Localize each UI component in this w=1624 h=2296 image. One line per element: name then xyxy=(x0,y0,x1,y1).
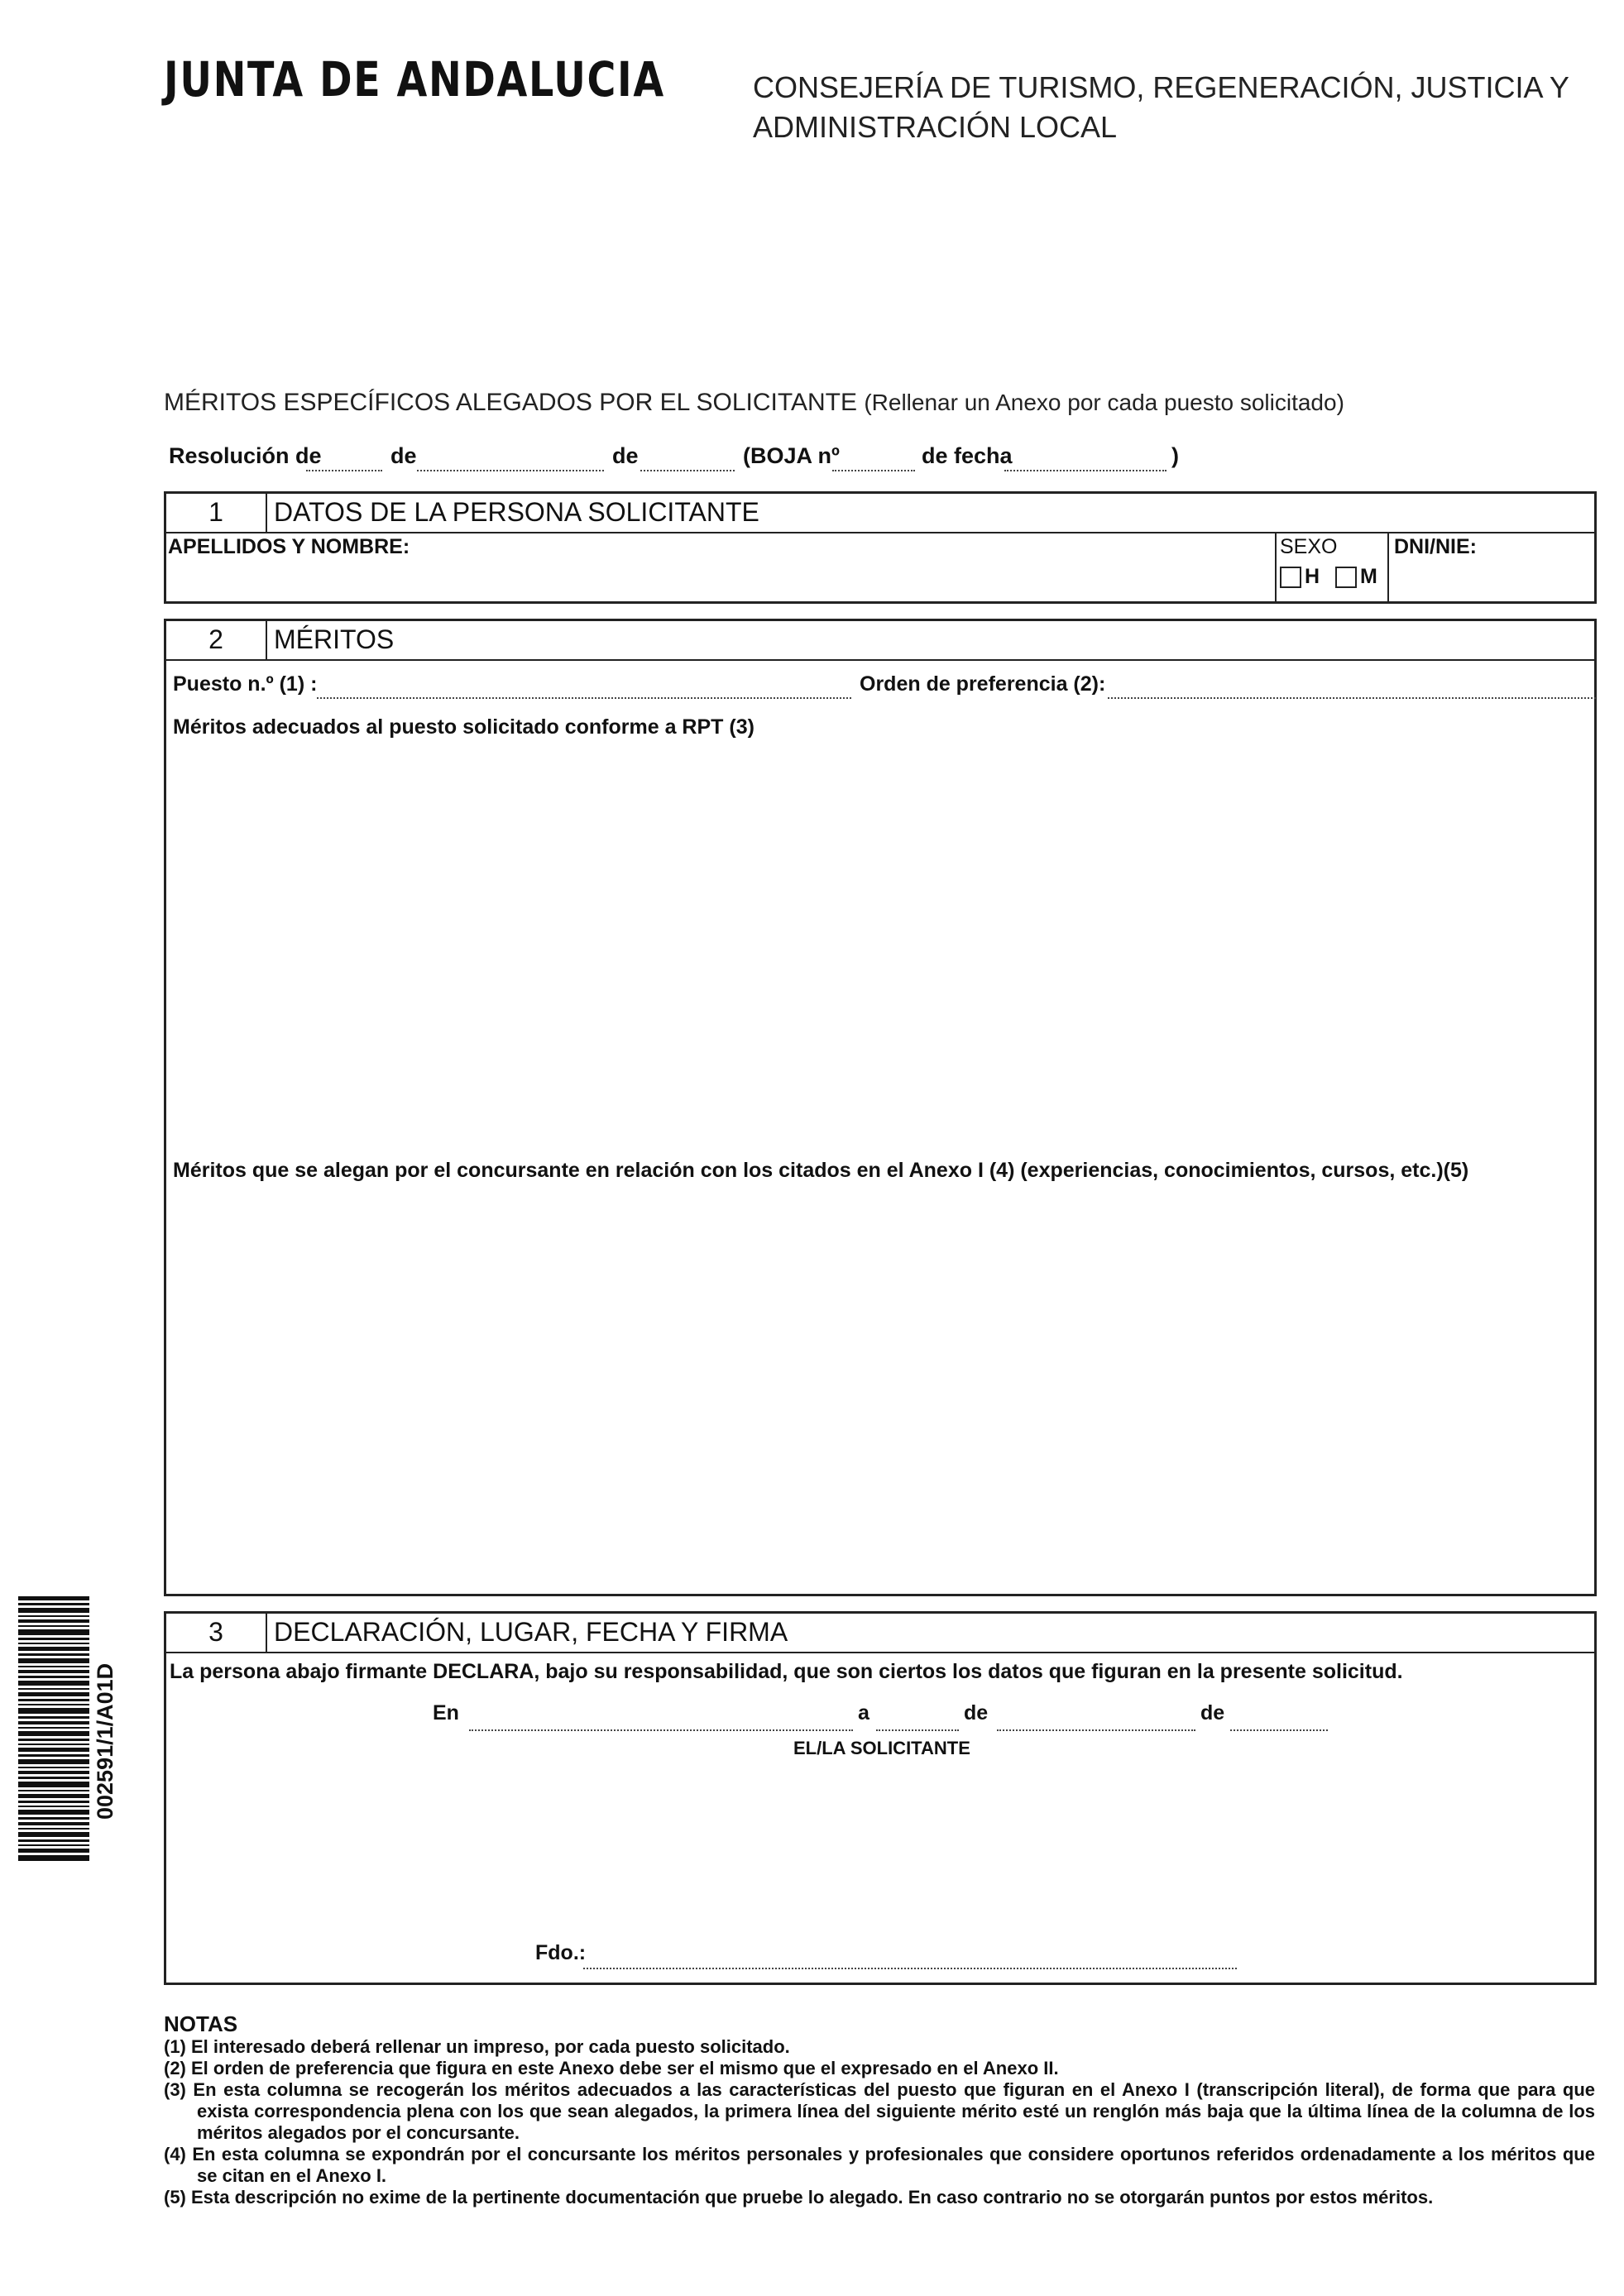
resolution-year-field[interactable] xyxy=(640,470,735,471)
meritos-alegados-label: Méritos que se alegan por el concursante en relación con los citados en el Anexo I (4) (experiencias, conocimientos, cursos, etc.)(5) xyxy=(173,1159,1469,1182)
barcode-graphic xyxy=(18,1596,89,1861)
note-2: (2) El orden de preferencia que figura en este Anexo debe ser el mismo que el expresado en el Anexo II. xyxy=(164,2058,1059,2078)
sexo-m-checkbox[interactable] xyxy=(1335,567,1357,588)
de-label-1: de xyxy=(964,1701,989,1724)
notes-section xyxy=(164,2011,1595,2208)
consejeria-line-2: ADMINISTRACIÓN LOCAL xyxy=(753,110,1118,144)
resolution-de-2: de xyxy=(612,443,639,468)
section-3-number: 3 xyxy=(166,1614,267,1652)
en-label: En xyxy=(433,1701,459,1724)
sexo-label: SEXO xyxy=(1280,535,1338,558)
form-title xyxy=(164,389,1344,417)
month-field[interactable] xyxy=(997,1729,1195,1731)
sexo-h-checkbox[interactable] xyxy=(1280,567,1301,588)
de-label-2: de xyxy=(1200,1701,1225,1724)
note-4: (4) En esta columna se expondrán por el concursante los méritos personales y profesionales que considere oportunos referidos ordenadamente a los méritos que se citan en el Anexo I. xyxy=(164,2144,1595,2186)
note-5: (5) Esta descripción no exime de la pertinente documentación que pruebe lo alegado. En caso contrario no se otorgarán puntos por estos méritos. xyxy=(164,2187,1434,2208)
fdo-label: Fdo.: xyxy=(535,1941,587,1964)
resolution-close: ) xyxy=(1171,443,1179,468)
form-title-note: (Rellenar un Anexo por cada puesto solicitado) xyxy=(864,390,1344,415)
sexo-h-label: H xyxy=(1305,565,1320,588)
notes-title: NOTAS xyxy=(164,2011,238,2036)
signature-area[interactable] xyxy=(439,1771,1349,1911)
section-3-header xyxy=(166,1614,1594,1653)
consejeria-name xyxy=(753,68,1569,147)
sexo-divider xyxy=(1275,532,1277,601)
resolution-de-fecha: de fecha xyxy=(922,443,1013,468)
boja-date-field[interactable] xyxy=(1004,470,1167,471)
solicitante-label: EL/LA SOLICITANTE xyxy=(793,1738,970,1758)
junta-logo: JUNTA DE ANDALUCIA xyxy=(164,51,665,108)
year-field[interactable] xyxy=(1230,1729,1328,1731)
section-2-header xyxy=(166,621,1594,661)
puesto-field[interactable] xyxy=(317,697,851,699)
day-field[interactable] xyxy=(876,1729,959,1731)
section-2-box xyxy=(164,619,1597,1596)
puesto-label: Puesto n.º (1) : xyxy=(173,672,318,696)
orden-field[interactable] xyxy=(1108,697,1596,699)
dni-label: DNI/NIE: xyxy=(1394,535,1477,558)
apellidos-field[interactable] xyxy=(166,555,1273,601)
apellidos-label: APELLIDOS Y NOMBRE: xyxy=(168,535,410,558)
barcode-code: 002591/1/A01D xyxy=(93,1662,117,1820)
section-3-title: DECLARACIÓN, LUGAR, FECHA Y FIRMA xyxy=(274,1617,788,1647)
resolution-day-field[interactable] xyxy=(306,470,382,471)
consejeria-line-1: CONSEJERÍA DE TURISMO, REGENERACIÓN, JUSTICIA Y xyxy=(753,70,1569,104)
resolution-de-1: de xyxy=(390,443,417,468)
section-1-number: 1 xyxy=(166,494,267,532)
form-title-main: MÉRITOS ESPECÍFICOS ALEGADOS POR EL SOLICITANTE xyxy=(164,389,857,416)
section-1-header xyxy=(166,494,1594,533)
section-3-box xyxy=(164,1611,1597,1985)
resolution-line xyxy=(169,443,1624,476)
resolution-boja-label: (BOJA nº xyxy=(743,443,840,468)
declaration-text: La persona abajo firmante DECLARA, bajo su responsabilidad, que son ciertos los datos que figuran en la presente solicitud. xyxy=(170,1660,1403,1683)
dni-field[interactable] xyxy=(1391,557,1594,601)
dni-divider xyxy=(1387,532,1389,601)
section-1-box xyxy=(164,491,1597,604)
resolution-label: Resolución de xyxy=(169,443,322,468)
section-1-title: DATOS DE LA PERSONA SOLICITANTE xyxy=(274,497,759,527)
meritos-alegados-area[interactable] xyxy=(170,1192,1593,1589)
meritos-adecuados-label: Méritos adecuados al puesto solicitado conforme a RPT (3) xyxy=(173,715,755,739)
barcode-bars xyxy=(18,1596,89,1861)
resolution-month-field[interactable] xyxy=(417,470,604,471)
fdo-field[interactable] xyxy=(583,1968,1237,1969)
sexo-options xyxy=(1280,565,1377,589)
section-2-number: 2 xyxy=(166,621,267,659)
meritos-adecuados-area[interactable] xyxy=(170,745,1593,1175)
place-field[interactable] xyxy=(469,1729,853,1731)
orden-label: Orden de preferencia (2): xyxy=(860,672,1106,696)
a-label: a xyxy=(858,1701,869,1724)
sexo-m-label: M xyxy=(1360,565,1377,588)
note-1: (1) El interesado deberá rellenar un impreso, por cada puesto solicitado. xyxy=(164,2036,790,2057)
note-3: (3) En esta columna se recogerán los méritos adecuados a las características del puesto que figuran en el Anexo I (transcripción literal), de forma que para que exista correspondencia plena con los que sean alegados, la primera línea del siguiente mérito esté un renglón más baja que la última línea de la columna de los méritos alegados por el concursante. xyxy=(164,2079,1595,2143)
boja-number-field[interactable] xyxy=(832,470,915,471)
section-2-title: MÉRITOS xyxy=(274,624,395,654)
